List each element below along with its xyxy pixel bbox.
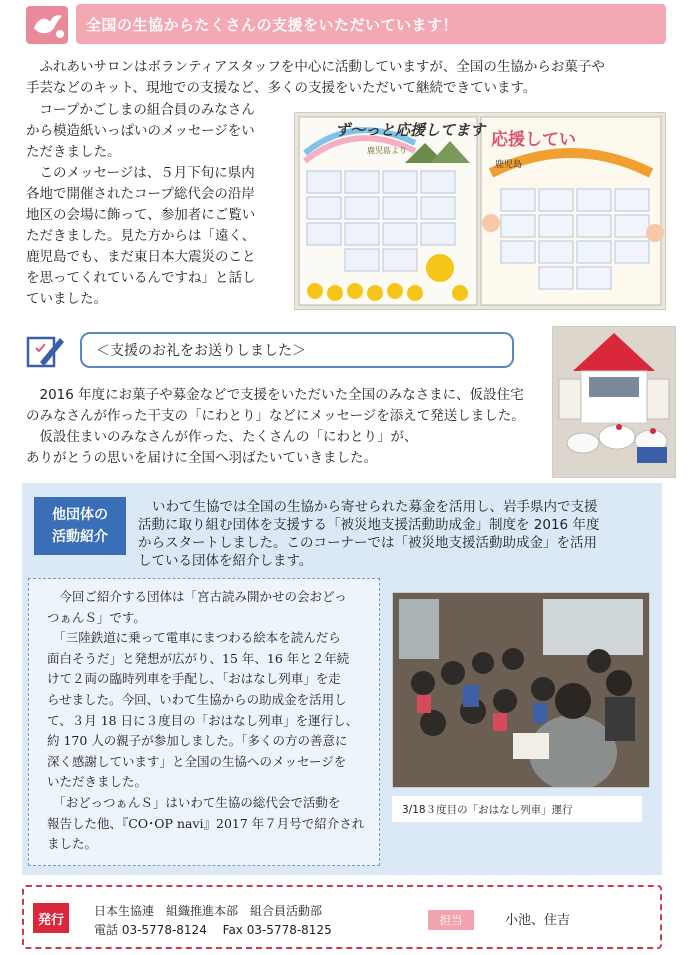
story-train-photo xyxy=(392,592,650,788)
niwatori-gift-photo xyxy=(552,326,676,478)
text-line: ただきました。見た方からは「遠く、 xyxy=(26,228,256,244)
text-line: 2016 年度にお菓子や募金などで支援をいただいた全国のみなさまに、仮設住宅 xyxy=(26,387,524,403)
section3-intro xyxy=(138,498,658,570)
text-line: 深く感謝しています」と全国の生協へのメッセージを xyxy=(47,753,347,769)
text-line: している団体を紹介します。 xyxy=(138,553,313,569)
text-line: ありがとうの思いを届けに全国へ羽ばたいていきました。 xyxy=(26,450,377,466)
text-line: 地区の会場に飾って、参加者にご覧い xyxy=(26,207,256,223)
section2-subtitle-box xyxy=(80,332,514,368)
text-line: らせました。今回、いわて生協からの助成金を活用し xyxy=(47,691,347,707)
text-line: 「おどっつぁんＳ」はいわて生協の総代会で活動を xyxy=(47,794,341,810)
group-article-box xyxy=(28,578,380,866)
publisher-contact: 電話 03-5778-8124 Fax 03-5778-8125 xyxy=(94,923,332,937)
publisher-org: 日本生協連 組織推進本部 組合員活動部 xyxy=(94,904,323,918)
text-line: 今回ご紹介する団体は「宮古読み開かせの会おどっ xyxy=(47,589,347,604)
poster-right-heading: 応援してい xyxy=(491,130,576,150)
text-line: 活動に取り組む団体を支援する「被災地支援活動助成金」制度を 2016 年度 xyxy=(138,517,600,533)
poster-illustration xyxy=(295,113,665,309)
poster-left-sub: 鹿児島より xyxy=(367,146,407,155)
poster-right-side: 鹿児島 xyxy=(495,160,523,170)
section1-intro xyxy=(26,57,676,99)
text-line: 手芸などのキット、現地での支援など、多くの支援をいただいて継続できています。 xyxy=(26,80,537,96)
text-line: ました。 xyxy=(47,836,98,852)
tantou-names: 小池、住吉 xyxy=(505,913,571,928)
dove-logo-icon xyxy=(26,6,68,44)
text-line: ただきました。 xyxy=(26,144,121,160)
message-poster-photo xyxy=(294,112,666,310)
text-line: このメッセージは、５月下旬に県内 xyxy=(26,165,255,181)
publisher-badge: 発行 xyxy=(33,903,69,933)
text-line: 鹿児島でも、まだ東日本大震災のこと xyxy=(26,249,256,265)
text-line: 「三陸鉄道に乗って電車にまつわる絵本を読んだら xyxy=(47,630,341,646)
notepad-pen-icon xyxy=(26,332,66,370)
section2-subtitle: ＜支援のお礼をお送りしました＞ xyxy=(96,343,306,359)
text-line: ふれあいサロンはボランティアスタッフを中心に活動していますが、全国の生協からお菓子や xyxy=(26,59,605,75)
text-line: て、３月 18 日に３度目の「おはなし列車」を運行し、 xyxy=(47,712,359,728)
tantou-badge: 担当 xyxy=(428,910,474,930)
other-groups-label xyxy=(34,497,126,555)
train-illustration xyxy=(393,593,649,787)
text-line: いただきました。 xyxy=(47,774,148,790)
text-line: 各地で開催されたコープ総代会の沿岸 xyxy=(26,186,255,202)
text-line: 報告した他、『CO･OP navi』2017 年７月号で紹介され xyxy=(47,815,365,831)
header-title-bar xyxy=(76,4,666,44)
gift-illustration xyxy=(553,327,675,477)
label-line: 活動紹介 xyxy=(52,529,108,545)
text-line: 仮設住まいのみなさんが作った、たくさんの「にわとり」が、 xyxy=(26,429,418,445)
text-line: 面白そうだ」と発想が広がり、15 年、16 年と２年続 xyxy=(47,650,350,666)
text-line: いわて生協では全国の生協から寄せられた募金を活用し、岩手県内で支援 xyxy=(152,499,598,515)
section2-body xyxy=(26,385,566,469)
poster-left-heading: ず〜っと応援してます xyxy=(335,121,486,139)
text-line: から模造紙いっぱいのメッセージをい xyxy=(26,123,255,139)
text-line: 約 170 人の親子が参加しました。「多くの方の善意に xyxy=(47,733,348,749)
train-photo-caption: 3/18３度目の「おはなし列車」運行 xyxy=(392,796,642,822)
text-line: からスタートしました。このコーナーでは「被災地支援活動助成金」を活用 xyxy=(138,535,597,551)
text-line: を思ってくれているんですね」と話し xyxy=(26,270,256,286)
label-line: 他団体の xyxy=(52,507,108,523)
text-line: けて２両の臨時列車を手配し、「おはなし列車」を走 xyxy=(47,671,341,687)
text-line: ていました。 xyxy=(26,291,107,307)
text-line: のみなさんが作った干支の「にわとり」などにメッセージを添えて発送しました。 xyxy=(26,408,525,424)
text-line: つぁんＳ」です。 xyxy=(47,609,146,625)
page-title: 全国の生協からたくさんの支援をいただいています！ xyxy=(86,15,459,34)
section1-body xyxy=(26,100,298,310)
text-line: コープかごしまの組合員のみなさん xyxy=(26,102,255,118)
